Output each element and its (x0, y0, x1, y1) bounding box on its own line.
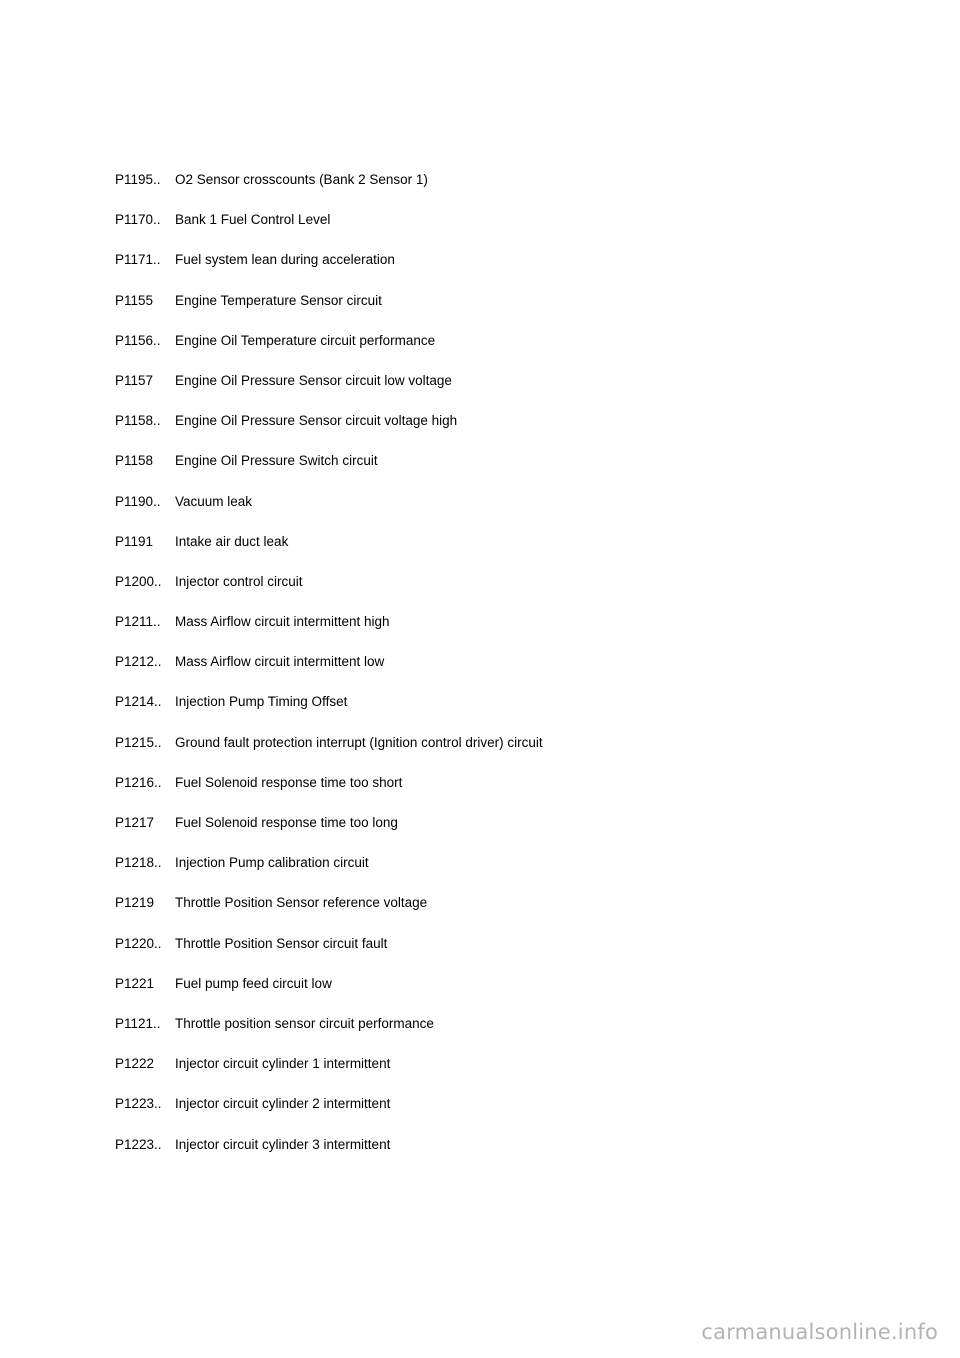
code-id: P1156.. (115, 332, 161, 348)
code-description: Fuel system lean during acceleration (175, 252, 395, 268)
code-id: P1200.. (115, 573, 162, 589)
code-row (115, 1135, 543, 1175)
code-row (115, 250, 543, 290)
code-id: P1219 (115, 895, 155, 911)
code-description: Engine Temperature Sensor circuit (175, 292, 382, 308)
code-description: Fuel Solenoid response time too long (175, 815, 398, 830)
code-row (115, 411, 543, 451)
code-id: P1191 (115, 533, 154, 549)
code-description: Throttle Position Sensor circuit fault (175, 935, 388, 951)
code-row (115, 612, 543, 652)
code-description: Throttle Position Sensor reference voltage (175, 895, 428, 911)
code-id: P1223.. (115, 1096, 162, 1112)
code-row (115, 733, 543, 773)
code-id: P1170.. (115, 212, 161, 228)
code-row (115, 893, 543, 933)
code-row (115, 853, 543, 893)
code-description: Injector circuit cylinder 2 intermittent (175, 1096, 391, 1112)
code-id: P1157 (115, 372, 154, 388)
code-description: Throttle position sensor circuit performance (175, 1015, 434, 1031)
site-watermark: carmanualsonline.info (701, 1320, 938, 1344)
code-id: P1211.. (115, 614, 161, 630)
code-description: Ground fault protection interrupt (Ignition control driver) circuit (175, 734, 543, 750)
code-row (115, 492, 543, 532)
code-row (115, 532, 543, 572)
code-id: P1221 (115, 975, 155, 991)
code-row (115, 813, 543, 853)
code-description: Engine Oil Pressure Sensor circuit voltage high (175, 413, 458, 429)
code-row (115, 572, 543, 612)
code-row (115, 1054, 543, 1094)
code-row (115, 1014, 543, 1054)
code-description: Injection Pump calibration circuit (175, 855, 369, 871)
code-description: Bank 1 Fuel Control Level (175, 212, 331, 228)
code-id: P1222 (115, 1056, 155, 1072)
code-row (115, 210, 543, 250)
code-description: Engine Oil Pressure Switch circuit (175, 453, 378, 469)
code-description: Mass Airflow circuit intermittent low (175, 654, 385, 670)
code-description: Fuel pump feed circuit low (175, 975, 332, 991)
code-description: O2 Sensor crosscounts (Bank 2 Sensor 1) (175, 172, 428, 187)
code-id: P1215.. (115, 734, 162, 750)
code-description: Engine Oil Temperature circuit performance (175, 332, 436, 348)
code-row (115, 170, 543, 210)
code-description: Fuel Solenoid response time too short (175, 774, 403, 790)
code-row (115, 652, 543, 692)
code-id: P1217 (115, 815, 155, 830)
code-description: Vacuum leak (175, 493, 253, 509)
code-description: Intake air duct leak (175, 533, 289, 549)
code-row (115, 773, 543, 813)
code-id: P1171.. (115, 252, 161, 268)
code-row (115, 331, 543, 371)
dtc-code-list (115, 170, 543, 1175)
code-row (115, 291, 543, 331)
code-description: Injector circuit cylinder 1 intermittent (175, 1056, 391, 1072)
code-row (115, 974, 543, 1014)
code-id: P1220.. (115, 935, 162, 951)
code-description: Injector circuit cylinder 3 intermittent (175, 1136, 391, 1152)
code-row (115, 1094, 543, 1134)
code-id: P1190.. (115, 493, 161, 509)
code-id: P1195.. (115, 172, 161, 187)
code-id: P1121.. (115, 1015, 161, 1031)
code-description: Mass Airflow circuit intermittent high (175, 614, 390, 630)
code-row (115, 371, 543, 411)
code-row (115, 692, 543, 732)
code-row (115, 451, 543, 491)
code-id: P1223.. (115, 1136, 162, 1152)
code-description: Engine Oil Pressure Sensor circuit low voltage (175, 372, 452, 388)
code-description: Injector control circuit (175, 573, 303, 589)
code-id: P1155 (115, 292, 154, 308)
code-id: P1218.. (115, 855, 162, 871)
code-id: P1216.. (115, 774, 162, 790)
code-id: P1158.. (115, 413, 161, 429)
code-description: Injection Pump Timing Offset (175, 694, 348, 710)
code-id: P1212.. (115, 654, 162, 670)
code-row (115, 934, 543, 974)
code-id: P1214.. (115, 694, 162, 710)
code-id: P1158 (115, 453, 154, 469)
